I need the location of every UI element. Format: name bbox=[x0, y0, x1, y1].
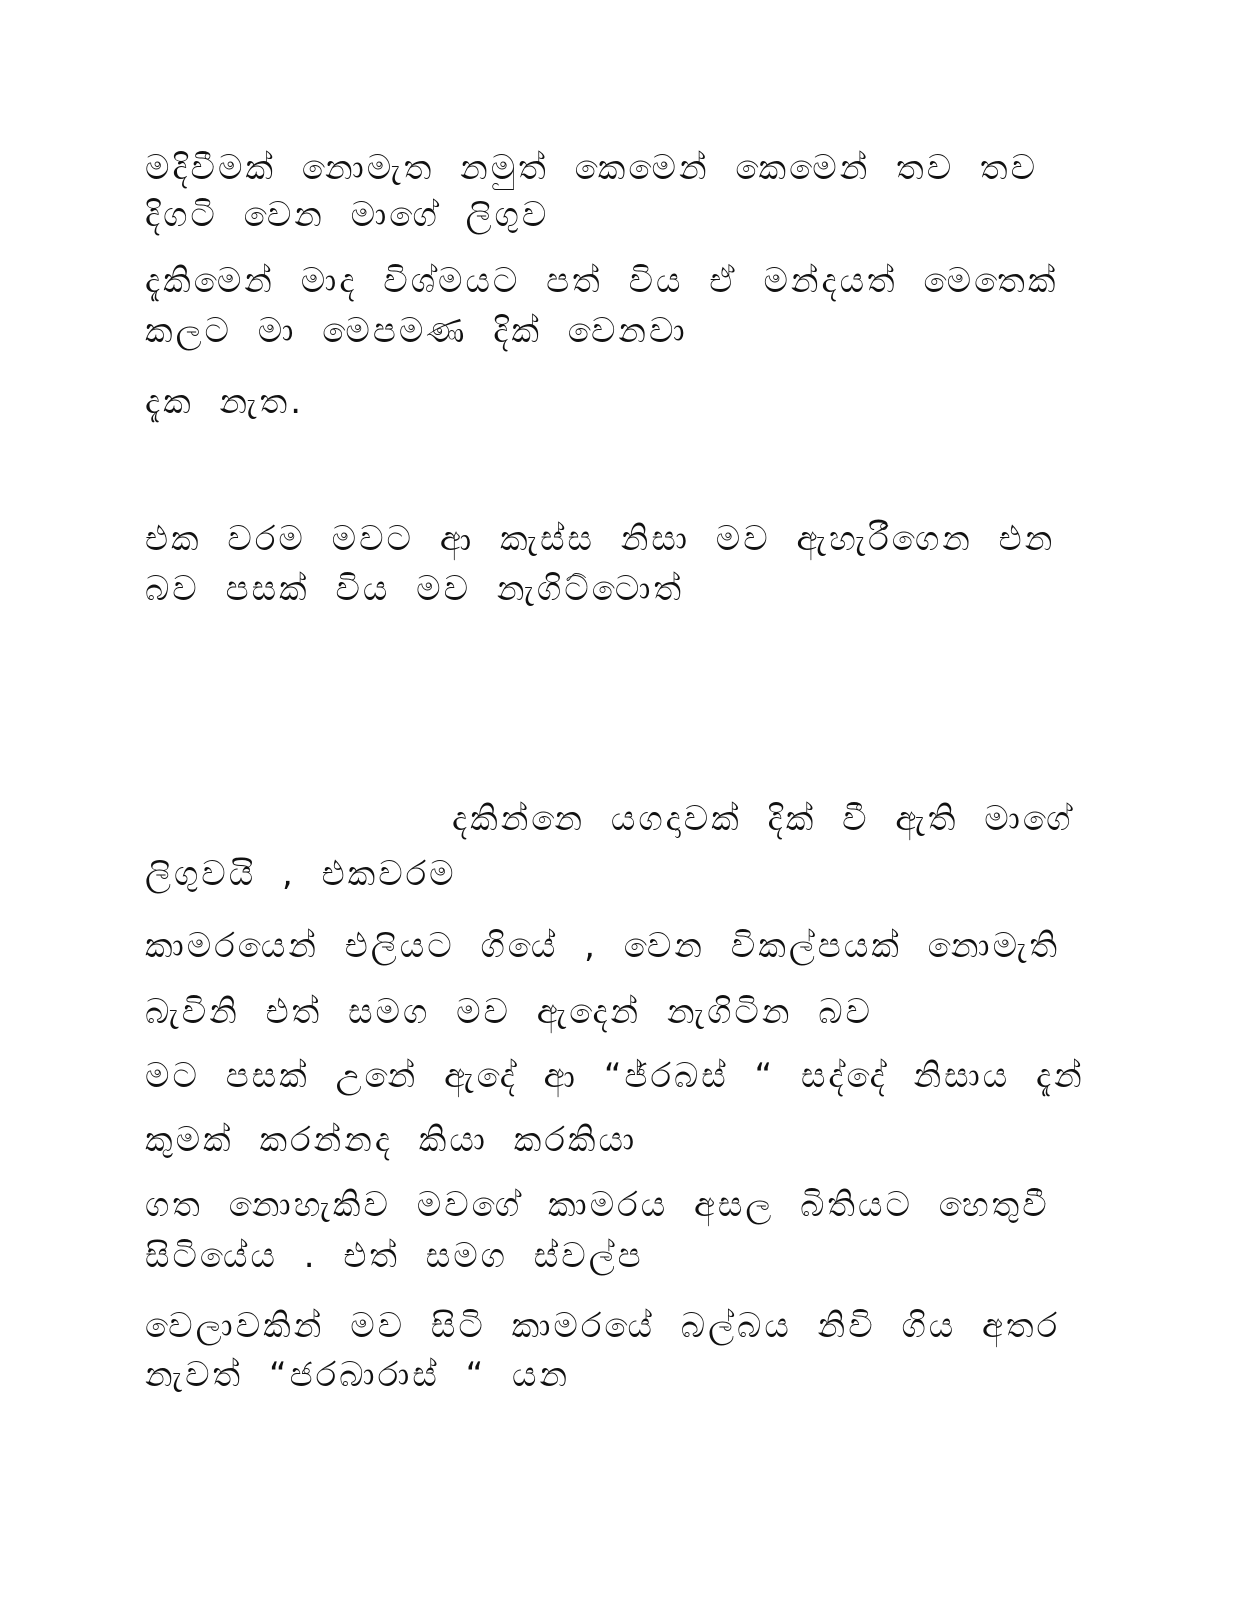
text-line-3: දැකිමෙන් මාද විශ්මයට පත් විය ඒ මන්දයත් මෙතෙක් bbox=[145, 261, 1059, 301]
text-line-4: කලට මා මෙපමණ දික් වෙනවා bbox=[145, 311, 688, 351]
text-line-15: සිටියේය . එත් සමග ස්වල්ප bbox=[145, 1236, 644, 1276]
text-line-9: ලිගුවයි , එකවරම bbox=[145, 854, 457, 894]
text-line-16: වෙලාවකින් මව සිටි කාමරයේ බල්බය නිවි ගිය අතර bbox=[145, 1306, 1061, 1346]
text-line-2: දිගටි වෙන මාගේ ලිගුව bbox=[145, 195, 550, 235]
text-line-11: බැවිනි එත් සමග මව ඇදෙන් නැගිටින බව bbox=[145, 992, 873, 1032]
text-line-8: දකින්නෙ යගදාවක් දික් වී ඇති මාගේ bbox=[452, 799, 1074, 839]
text-line-7: බව පසක් විය මව නැගිට්ටොත් bbox=[145, 569, 685, 609]
text-line-13: කුමක් කරන්නද කියා කරකියා bbox=[145, 1120, 638, 1160]
text-line-14: ගත නොහැකිව මවගේ කාමරය අසල බිතියට හෙතුවී bbox=[145, 1185, 1050, 1225]
text-line-6: එක වරම මවට ආ කැස්ස නිසා මව ඇහැරීගෙන එන bbox=[145, 519, 1056, 559]
text-line-5: දැක නැත. bbox=[145, 382, 305, 422]
text-line-10: කාමරයෙන් එලියට ගියේ , වෙන විකල්පයක් නොමැති bbox=[145, 926, 1061, 966]
text-line-12: මට පසක් උනේ ඇදේ ආ “ජ්රබස් “ සද්දේ නිසාය දැන් bbox=[145, 1056, 1085, 1096]
text-line-17: නැවත් “ජරබාරාස් “ යන bbox=[145, 1355, 571, 1395]
text-line-1: මදිවීමක් නොමැත නමුත් කෙමෙන් කෙමෙන් තව තව bbox=[145, 148, 1039, 188]
